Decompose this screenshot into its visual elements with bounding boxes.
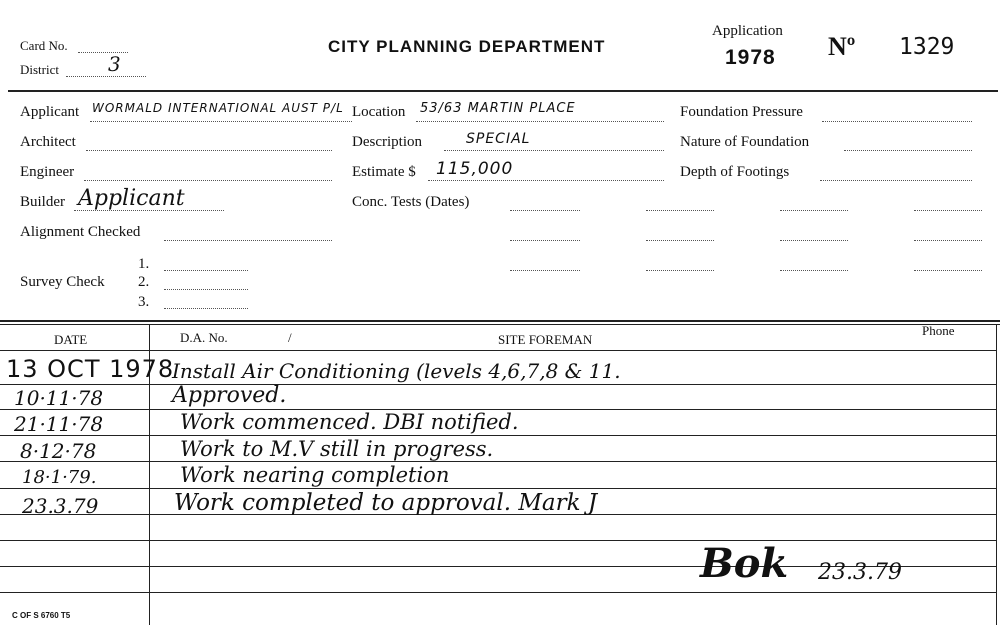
district-label: District — [20, 62, 59, 77]
log-rule — [0, 435, 996, 436]
log-entry: Work nearing completion — [180, 463, 450, 487]
conc-line-3b — [646, 270, 714, 271]
engineer-line — [84, 180, 332, 181]
form-code: C OF S 6760 T5 — [12, 611, 71, 620]
log-entry: Install Air Conditioning (levels 4,6,7,8 & 11. — [172, 359, 621, 383]
number-symbol: Nº — [828, 32, 856, 61]
application-year: 1978 — [725, 46, 776, 69]
description-value: SPECIAL — [466, 131, 531, 147]
conc-tests-label: Conc. Tests (Dates) — [352, 194, 470, 210]
estimate-label: Estimate $ — [352, 164, 416, 180]
application-label: Application — [712, 23, 783, 39]
nature-of-foundation-label: Nature of Foundation — [680, 134, 810, 150]
conc-line-3a — [510, 270, 580, 271]
alignment-checked-line — [164, 240, 332, 241]
survey-check-label: Survey Check — [20, 274, 105, 290]
applicant-line — [90, 121, 352, 122]
log-entry: Work to M.V still in progress. — [180, 437, 494, 461]
site-foreman-header: SITE FOREMAN — [498, 332, 593, 347]
conc-line-2d — [914, 240, 982, 241]
table-top-rule-2 — [0, 324, 1000, 325]
log-rule — [0, 384, 996, 385]
conc-line-2b — [646, 240, 714, 241]
phone-header: Phone — [922, 323, 955, 338]
nature-of-foundation-line — [844, 150, 972, 151]
department-title: CITY PLANNING DEPARTMENT — [328, 37, 606, 56]
log-date: 13 OCT 1978 — [6, 355, 175, 383]
log-rule — [0, 350, 996, 351]
log-entry: Approved. — [172, 383, 287, 408]
signature: Bok — [700, 540, 789, 587]
survey-line-1 — [164, 270, 248, 271]
log-date: 10·11·78 — [14, 386, 104, 410]
alignment-checked-label: Alignment Checked — [20, 224, 141, 240]
survey-num-3: 3. — [138, 294, 150, 310]
header-divider — [8, 90, 998, 92]
engineer-label: Engineer — [20, 164, 75, 180]
estimate-value: 115,000 — [436, 159, 514, 179]
description-label: Description — [352, 134, 422, 150]
depth-of-footings-line — [820, 180, 972, 181]
log-entry: Work commenced. DBI notified. — [180, 410, 519, 434]
conc-line-2a — [510, 240, 580, 241]
log-rule — [0, 540, 996, 541]
foundation-pressure-label: Foundation Pressure — [680, 104, 803, 120]
location-label: Location — [352, 104, 406, 120]
survey-line-2 — [164, 289, 248, 290]
da-slash: / — [288, 330, 292, 345]
log-rule — [0, 592, 996, 593]
log-date: 23.3.79 — [22, 494, 99, 518]
log-rule — [0, 488, 996, 489]
da-no-header: D.A. No. — [180, 330, 228, 345]
foundation-pressure-line — [822, 121, 972, 122]
conc-line-1c — [780, 210, 848, 211]
table-top-rule — [0, 320, 1000, 322]
application-number: 1329 — [899, 34, 955, 60]
district-value: 3 — [108, 52, 121, 76]
description-line — [444, 150, 664, 151]
conc-line-1d — [914, 210, 982, 211]
survey-line-3 — [164, 308, 248, 309]
location-value: 53/63 MARTIN PLACE — [420, 101, 576, 116]
estimate-line — [428, 180, 664, 181]
applicant-label: Applicant — [20, 104, 80, 120]
builder-label: Builder — [20, 194, 65, 210]
conc-line-3c — [780, 270, 848, 271]
log-date: 18·1·79. — [22, 467, 97, 488]
architect-label: Architect — [20, 134, 76, 150]
right-border — [996, 324, 997, 625]
applicant-value: WORMALD INTERNATIONAL AUST P/L — [92, 101, 344, 115]
survey-num-2: 2. — [138, 274, 150, 290]
district-line — [66, 76, 146, 77]
conc-line-2c — [780, 240, 848, 241]
signature-date: 23.3.79 — [818, 560, 902, 585]
date-header: DATE — [54, 332, 88, 347]
architect-line — [86, 150, 332, 151]
log-entry: Work completed to approval. Mark J — [174, 490, 598, 516]
builder-value: Applicant — [78, 186, 185, 211]
log-date: 21·11·78 — [14, 412, 104, 436]
conc-line-1a — [510, 210, 580, 211]
conc-line-1b — [646, 210, 714, 211]
log-date: 8·12·78 — [20, 439, 97, 463]
survey-num-1: 1. — [138, 256, 150, 272]
location-line — [416, 121, 664, 122]
depth-of-footings-label: Depth of Footings — [680, 164, 790, 180]
conc-line-3d — [914, 270, 982, 271]
card-no-label: Card No. — [20, 38, 68, 53]
log-rule — [0, 461, 996, 462]
